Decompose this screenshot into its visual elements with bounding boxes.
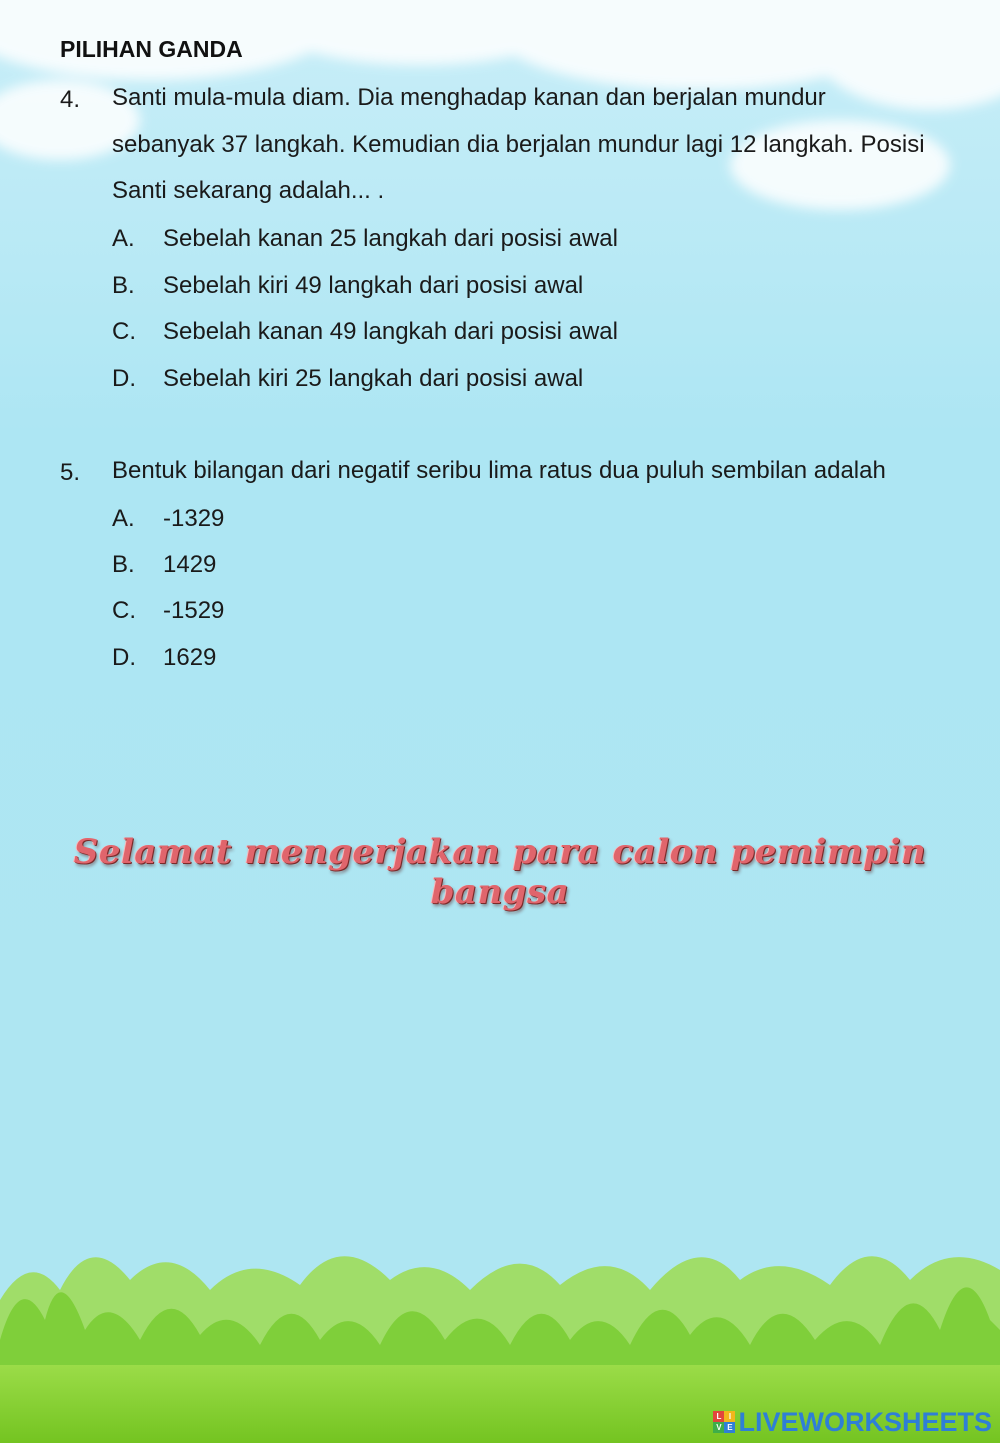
option-letter: C. [112,318,136,345]
question-text: Santi mula-mula diam. Dia menghadap kanan dan berjalan mundur sebanyak 37 langkah. Kemudian dia berjalan mundur lagi 12 langkah. Posisi Santi sekarang adalah... . [112,84,925,204]
option-text: Sebelah kanan 49 langkah dari posisi awal [163,318,618,345]
option-text: 1629 [163,644,217,671]
liveworksheets-logo-icon [713,1411,735,1433]
logo-mark-letter: E [724,1422,735,1433]
option-item[interactable] [112,318,618,346]
logo-mark-letter: I [724,1411,735,1422]
motto-banner: Selamat mengerjakan para calon pemimpin bangsa [73,832,927,912]
option-item[interactable] [112,551,216,579]
option-item[interactable] [112,505,224,533]
option-letter: A. [112,505,135,532]
option-text: -1329 [163,505,225,532]
option-item[interactable] [112,365,583,393]
option-text: Sebelah kanan 25 langkah dari posisi awal [163,225,618,252]
option-text: Sebelah kiri 25 langkah dari posisi awal [163,365,584,392]
question-number: 5. [60,459,81,486]
option-letter: A. [112,225,135,252]
section-title: PILIHAN GANDA [60,36,243,62]
option-letter: D. [112,365,136,392]
option-letter: B. [112,272,135,299]
option-letter: D. [112,644,136,671]
logo-mark-letter: L [713,1411,724,1422]
option-item[interactable] [112,225,618,253]
option-item[interactable] [112,597,224,625]
option-letter: C. [112,597,136,624]
option-text: 1429 [163,551,217,578]
question-number: 4. [60,86,81,113]
liveworksheets-brand-text: LIVEWORKSHEETS [738,1406,992,1437]
logo-mark-letter: V [713,1422,724,1433]
option-text: -1529 [163,597,225,624]
option-letter: B. [112,551,135,578]
liveworksheets-logo[interactable] [713,1407,992,1437]
option-item[interactable] [112,272,583,300]
option-item[interactable] [112,644,216,672]
question-text: Bentuk bilangan dari negatif seribu lima ratus dua puluh sembilan adalah [112,457,886,484]
option-text: Sebelah kiri 49 langkah dari posisi awal [163,272,584,299]
